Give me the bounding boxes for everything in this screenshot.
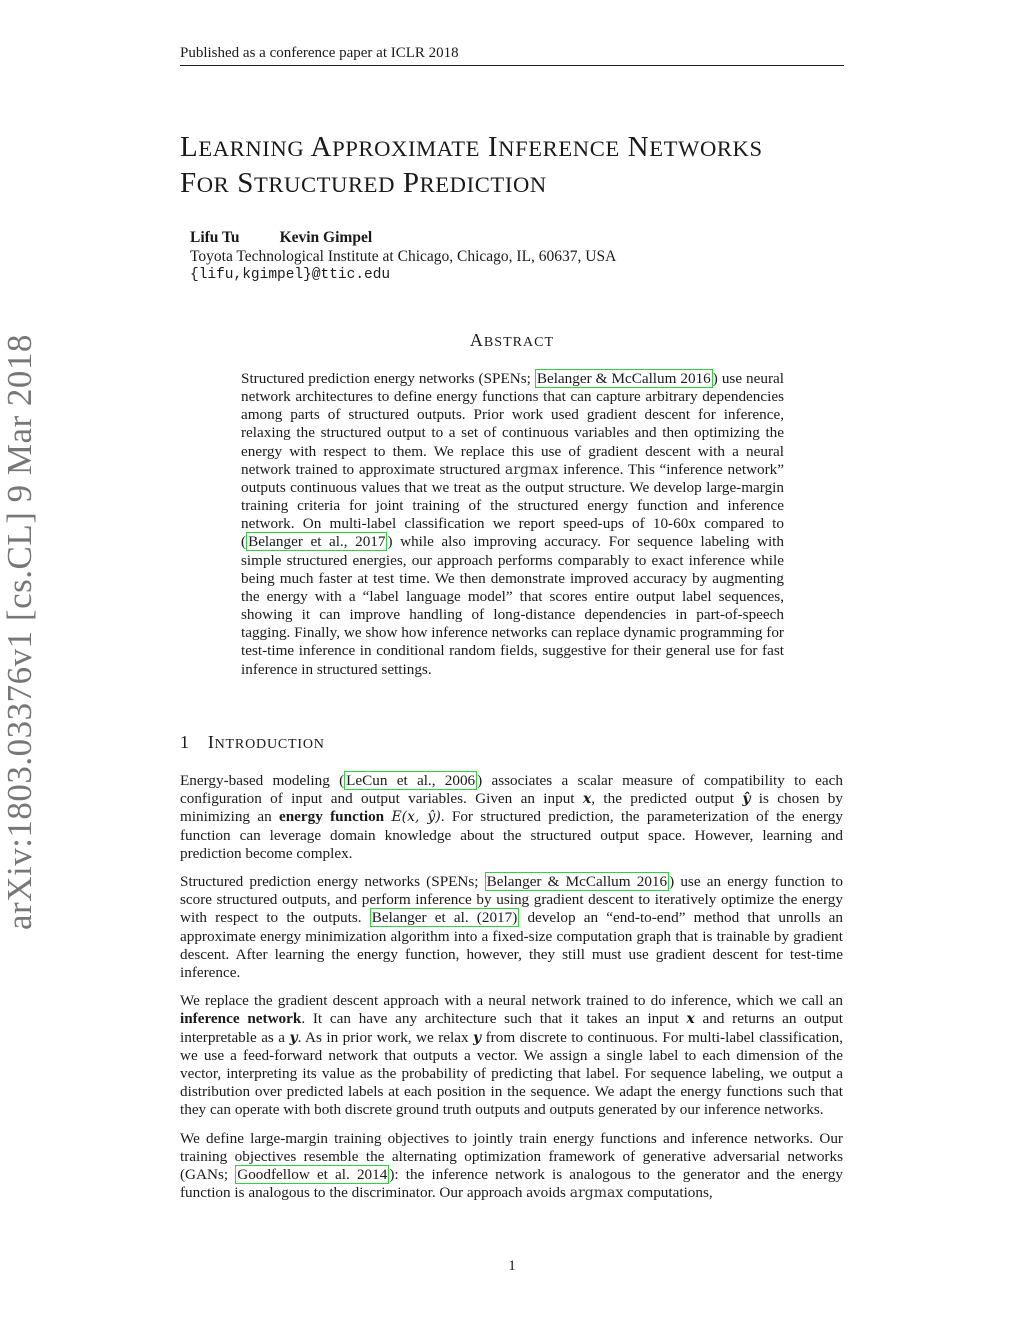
text-run: We replace the gradient descent approach with a neural network trained to do inference, which we call an	[180, 992, 843, 1010]
citation-link[interactable]: Goodfellow et al. 2014	[237, 1166, 388, 1184]
math-x: x	[686, 1011, 695, 1028]
bold-term: energy function	[278, 808, 385, 826]
text-run: and returns an output interpretable as a	[180, 1010, 843, 1046]
title-line-2: FOR STRUCTURED PREDICTION	[180, 167, 547, 199]
section-number: 1	[180, 732, 190, 752]
abstract-heading: ABSTRACT	[469, 330, 555, 350]
math-energy: E(x, ŷ)	[391, 809, 441, 826]
text-run: from discrete to continuous. For multi-label classification, we use a feed-forward network that outputs a vector. We assign a single label to each dimension of the vector, interpreting its value as the probability of predicting that label. For sequence labeling, we output a distribution over predicted labels at each position in the sequence. We adapt the energy functions such that they can operate with both discrete ground truth outputs and outputs generated by our inference networks.	[180, 1028, 843, 1119]
title-line-1: LEARNING APPROXIMATE INFERENCE NETWORKS	[180, 131, 763, 163]
author-block	[190, 228, 616, 285]
math-yhat: ŷ	[742, 791, 751, 808]
citation-link[interactable]: LeCun et al., 2006	[346, 772, 476, 789]
citation-link[interactable]: Belanger & McCallum 2016	[486, 873, 668, 891]
section-title: INTRODUCTION	[207, 732, 325, 752]
author-name-1: Lifu Tu	[190, 229, 240, 246]
text-run: develop an “end-to-end” method that unrolls an approximate energy minimization algorithm into a fixed-size computation graph that is trainable by gradient descent. After learning the energy function, however, they still must use gradient descent for test-time inference.	[180, 909, 844, 982]
paragraph	[180, 772, 843, 863]
text-run: ) use an energy function to score structured outputs, and perform inference by using gradient descent to iteratively optimize the energy with respect to the outputs.	[180, 873, 843, 927]
text-run: We define large-margin training objectives to jointly train energy functions and inference networks. Our training objectives resemble the alternating optimization framework of generative adversarial networks (GANs;	[180, 1129, 843, 1184]
text-run: is chosen by minimizing an	[180, 790, 843, 826]
author-email[interactable]: {lifu,kgimpel}@ttic.edu	[190, 267, 391, 283]
citation-link[interactable]: Belanger et al. (2017)	[371, 909, 518, 927]
author-name-2: Kevin Gimpel	[279, 229, 373, 246]
text-run: . As in prior work, we relax	[297, 1028, 474, 1046]
math-argmax: argmax	[504, 461, 559, 478]
author-names	[190, 228, 616, 247]
abstract-text-run: Structured prediction energy networks (SPENs;	[241, 370, 535, 387]
math-x: x	[582, 791, 592, 808]
section-heading	[180, 732, 325, 753]
body-text	[180, 772, 843, 1212]
page-number: 1	[508, 1258, 516, 1274]
text-run: Energy-based modeling (	[180, 772, 345, 789]
citation-link[interactable]: Belanger et al., 2017	[248, 533, 386, 551]
bold-term: inference network	[180, 1010, 302, 1028]
text-run: computations,	[623, 1184, 713, 1202]
text-run: , the predicted output	[591, 790, 743, 808]
author-affiliation: Toyota Technological Institute at Chicago, Chicago, IL, 60637, USA	[190, 248, 617, 265]
paper-title	[180, 130, 880, 202]
math-y: y	[473, 1029, 482, 1046]
text-run: ): the inference network is analogous to the generator and the energy function is analogous to the discriminator. Our approach avoids	[180, 1166, 844, 1202]
text-run: Structured prediction energy networks (SPENs;	[180, 873, 485, 891]
paragraph	[180, 1130, 843, 1203]
running-header: Published as a conference paper at ICLR 2018	[180, 44, 844, 66]
paragraph	[180, 992, 843, 1119]
citation-link[interactable]: Belanger & McCallum 2016	[536, 370, 711, 387]
abstract-text-run: ) use neural network architectures to define energy functions that can capture arbitrary dependencies among parts of structured outputs. Prior work used gradient descent for inference, relaxing the structured output to a set of continuous variables and then optimizing the energy with respect to them. We replace this use of gradient descent with a neural network trained to approximate structured	[241, 370, 785, 478]
math-y: y	[289, 1029, 298, 1046]
abstract-text	[241, 370, 784, 679]
text-run: . It can have any architecture such that it takes an input	[301, 1010, 687, 1028]
abstract-text-run: ) while also improving accuracy. For sequence labeling with simple structured energies, our approach performs comparably to exact inference while being much faster at test time. We then demonstrate improved accuracy by augmenting the energy with a “label language model” that scores entire output label sequences, showing it can improve handling of long-distance dependencies in part-of-speech tagging. Finally, we show how inference networks can replace dynamic programming for test-time inference in conditional random fields, suggestive for their general use for fast inference in structured settings.	[241, 533, 784, 678]
abstract-text-run: inference. This “inference network” outputs continuous values that we treat as the output structure. We develop large-margin training criteria for joint training of the structured energy function and inference network. On multi-label classification we report speed-ups of 10-60x compared to (	[241, 460, 784, 551]
paragraph	[180, 873, 843, 982]
arxiv-identifier: arXiv:1803.03376v1 [cs.CL] 9 Mar 2018	[0, 334, 39, 930]
text-run: . For structured prediction, the parameterization of the energy function can leverage domain knowledge about the structured output space. However, learning and prediction become complex.	[180, 808, 843, 862]
math-argmax: argmax	[569, 1185, 624, 1202]
text-run: ) associates a scalar measure of compatibility to each configuration of input and output variables. Given an input	[180, 772, 843, 808]
